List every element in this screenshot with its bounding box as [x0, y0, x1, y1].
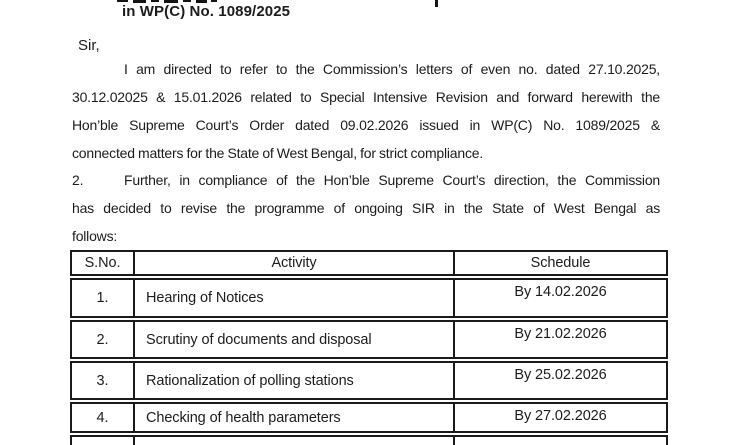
row-sno [72, 437, 135, 445]
row-sno: 2. [72, 322, 135, 357]
row-activity: Scrutiny of documents and disposal [146, 331, 372, 348]
clipped-text-fragment [435, 0, 438, 7]
header-sno: S.No. [72, 252, 135, 274]
row-activity: Rationalization of polling stations [146, 372, 354, 389]
paragraph-2-line: follows: [72, 228, 118, 244]
header-activity: Activity [271, 255, 317, 271]
paragraph-number: 2. [72, 172, 84, 188]
paragraph-2-line-text: Further, in compliance of the Hon’ble Supreme Court’s direction, the Commission [124, 172, 660, 188]
table-row [70, 278, 668, 318]
row-schedule: By 27.02.2026 [453, 404, 666, 431]
row-sno: 1. [72, 280, 135, 316]
table-header-row [70, 250, 668, 276]
sir-schedule-table [70, 250, 668, 445]
row-sno: 3. [72, 363, 135, 398]
paragraph-1-line-text: I am directed to refer to the Commission’s letters of even no. dated 27.10.2025, [124, 61, 660, 77]
row-schedule: By 14.02.2026 [453, 280, 666, 316]
row-schedule [453, 437, 666, 445]
paragraph-2-line [72, 166, 660, 194]
paragraph-1-line: Hon’ble Supreme Court’s Order dated 09.02.2026 issued in WP(C) No. 1089/2025 & [72, 117, 660, 133]
paragraph-1 [72, 55, 660, 167]
paragraph-2 [72, 166, 660, 250]
paragraph-1-line [72, 55, 660, 83]
table-row [70, 320, 668, 359]
row-schedule: By 21.02.2026 [453, 322, 666, 357]
paragraph-2-line: has decided to revise the programme of ongoing SIR in the State of West Bengal as [72, 200, 660, 216]
table-row-clipped [70, 435, 668, 445]
clipped-text-fragment [117, 0, 128, 2]
header-schedule: Schedule [453, 252, 666, 274]
clipped-text-fragment [151, 0, 159, 2]
clipped-text-fragment [211, 0, 217, 2]
row-activity [135, 437, 453, 445]
clipped-text-fragment [183, 0, 191, 2]
row-sno: 4. [72, 404, 135, 431]
paragraph-1-line: 30.12.02025 & 15.01.2026 related to Special Intensive Revision and forward herewith the [72, 89, 660, 105]
table-row [70, 402, 668, 433]
subject-case-number-line: in WP(C) No. 1089/2025 [122, 3, 291, 20]
salutation: Sir, [78, 37, 100, 54]
row-activity: Checking of health parameters [146, 409, 341, 426]
row-activity: Hearing of Notices [146, 290, 264, 306]
table-row [70, 361, 668, 400]
row-schedule: By 25.02.2026 [453, 363, 666, 398]
paragraph-1-line: connected matters for the State of West Bengal, for strict compliance. [72, 145, 484, 161]
